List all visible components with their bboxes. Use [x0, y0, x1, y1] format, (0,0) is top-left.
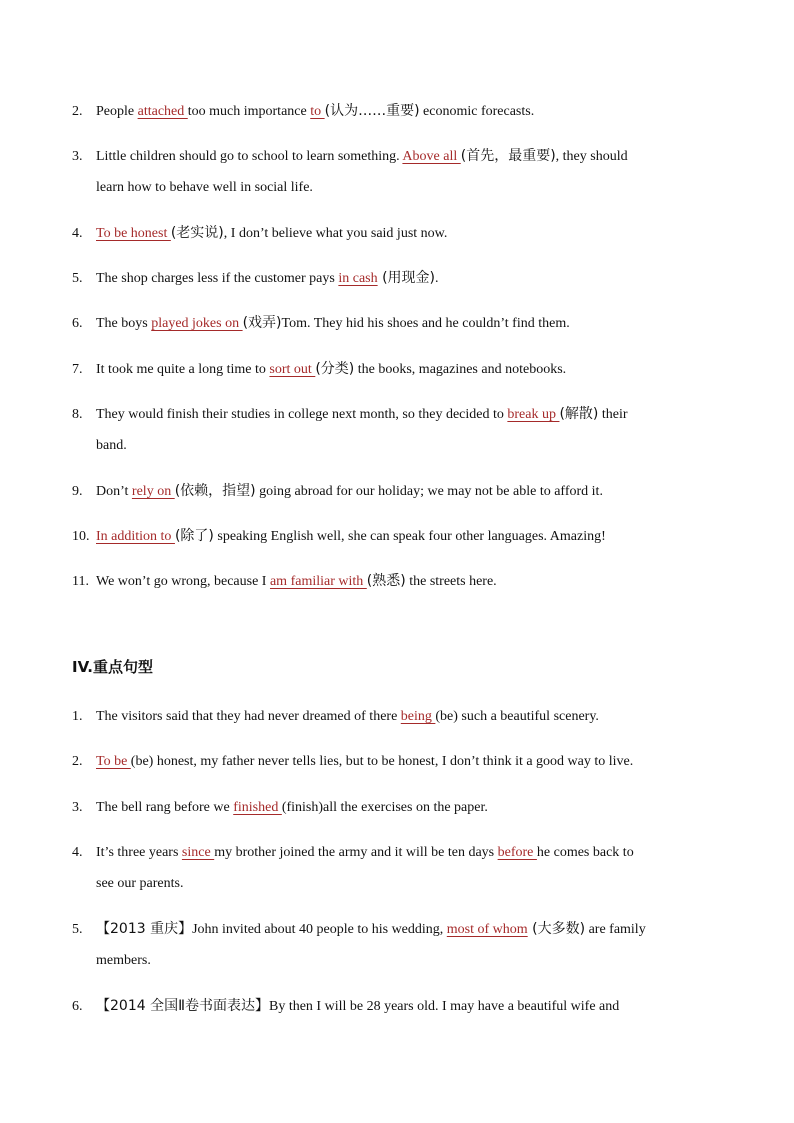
sentence-text: band. — [96, 438, 127, 453]
sentence-text: , they should — [555, 149, 628, 164]
chinese-gloss: 【2013 重庆】 — [96, 921, 193, 937]
sentence-text: John invited about 40 people to his wedding, — [192, 922, 447, 937]
item-number: 3. — [72, 800, 83, 815]
text-line — [96, 96, 722, 127]
sentence-text: learn how to behave well in social life. — [96, 180, 313, 195]
item-text — [96, 476, 722, 507]
sentence-text: he comes back to — [536, 845, 634, 860]
exercise-item — [72, 218, 722, 249]
text-line — [96, 746, 722, 777]
item-number: 6. — [72, 316, 83, 331]
text-line — [96, 945, 722, 976]
chinese-gloss: (分类) — [315, 361, 355, 377]
exercise-item — [72, 263, 722, 294]
sentence-text: We won’t go wrong, because I — [96, 574, 270, 589]
item-text — [96, 991, 722, 1022]
text-line — [96, 218, 722, 249]
item-text — [96, 218, 722, 249]
exercise-item — [72, 837, 722, 899]
chinese-gloss: (熟悉) — [366, 573, 406, 589]
text-line — [96, 308, 722, 339]
sentence-text: Tom. They hid his shoes and he couldn’t find them. — [281, 316, 570, 331]
answer-blank: sort out — [269, 362, 316, 377]
exercise-item — [72, 566, 722, 597]
item-text — [96, 521, 722, 552]
item-text — [96, 399, 722, 461]
answer-blank: in cash — [338, 271, 378, 286]
item-number: 11. — [72, 574, 89, 589]
sentence-text: see our parents. — [96, 876, 184, 891]
item-text — [96, 308, 722, 339]
answer-blank: Above all — [402, 149, 461, 164]
sentence-text: The boys — [96, 316, 152, 331]
answer-blank: played jokes on — [151, 316, 243, 331]
item-text — [96, 792, 722, 823]
chinese-gloss: (除了) — [174, 528, 214, 544]
text-line — [96, 263, 722, 294]
chinese-gloss: (用现金) — [377, 270, 435, 286]
answer-blank: finished — [233, 800, 282, 815]
item-number: 5. — [72, 271, 83, 286]
chinese-gloss: (认为……重要) — [324, 103, 420, 119]
text-line — [96, 914, 722, 945]
text-line — [96, 430, 722, 461]
answer-blank: break up — [507, 407, 560, 422]
section-heading: IV.重点句型 — [72, 658, 153, 676]
item-number: 5. — [72, 922, 83, 937]
answer-blank: rely on — [131, 484, 175, 499]
item-text — [96, 354, 722, 385]
item-number: 3. — [72, 149, 83, 164]
sentence-text: It’s three years — [96, 845, 182, 860]
item-text — [96, 96, 722, 127]
chinese-gloss: (戏弄) — [242, 315, 282, 331]
item-number: 4. — [72, 845, 83, 860]
sentence-text: Don’t — [96, 484, 132, 499]
item-text — [96, 141, 722, 203]
exercise-item — [72, 308, 722, 339]
text-line — [96, 141, 722, 172]
sentence-text: members. — [96, 953, 151, 968]
item-number: 2. — [72, 104, 83, 119]
text-line — [96, 566, 722, 597]
item-text — [96, 263, 722, 294]
answer-blank: most of whom — [446, 922, 528, 937]
text-line — [96, 521, 722, 552]
chinese-gloss: (依赖，指望) — [174, 483, 256, 499]
item-text — [96, 746, 722, 777]
item-number: 10. — [72, 529, 90, 544]
answer-blank: attached — [137, 104, 188, 119]
exercise-item — [72, 746, 722, 777]
chinese-gloss: (大多数) — [527, 921, 586, 937]
sentence-text: , I don’t believe what you said just now. — [223, 226, 448, 241]
text-line — [96, 701, 722, 732]
answer-blank: In addition to — [96, 529, 175, 544]
text-line — [96, 837, 722, 868]
text-line — [96, 172, 722, 203]
item-text — [96, 837, 722, 899]
item-number: 8. — [72, 407, 83, 422]
sentence-text: The shop charges less if the customer pays — [96, 271, 339, 286]
answer-blank: to — [310, 104, 325, 119]
sentence-text: People — [96, 104, 138, 119]
answer-blank: being — [400, 709, 436, 724]
item-number: 4. — [72, 226, 83, 241]
exercise-item — [72, 476, 722, 507]
text-line — [96, 399, 722, 430]
chinese-gloss: (老实说) — [170, 225, 224, 241]
sentence-text: economic forecasts. — [419, 104, 535, 119]
answer-blank: before — [497, 845, 537, 860]
answer-blank: To be honest — [96, 226, 171, 241]
text-line — [96, 476, 722, 507]
exercise-item — [72, 914, 722, 976]
exercise-item — [72, 96, 722, 127]
sentence-text: the books, magazines and notebooks. — [354, 362, 567, 377]
answer-blank: since — [181, 845, 215, 860]
exercise-item — [72, 141, 722, 203]
item-number: 7. — [72, 362, 83, 377]
item-text — [96, 566, 722, 597]
sentence-text: going abroad for our holiday; we may not be able to afford it. — [255, 484, 603, 499]
text-line — [96, 991, 722, 1022]
item-text — [96, 701, 722, 732]
exercise-item — [72, 701, 722, 732]
item-number: 9. — [72, 484, 83, 499]
sentence-text: The visitors said that they had never dreamed of there — [96, 709, 401, 724]
answer-blank: To be — [96, 754, 131, 769]
sentence-text: The bell rang before we — [96, 800, 234, 815]
chinese-gloss: (首先，最重要) — [460, 148, 556, 164]
text-line — [96, 792, 722, 823]
sentence-text: Little children should go to school to learn something. — [96, 149, 403, 164]
sentence-text: . — [435, 271, 439, 286]
item-number: 6. — [72, 999, 83, 1014]
sentence-text: (be) honest, my father never tells lies, but to be honest, I don’t think it a good way to live. — [130, 754, 634, 769]
sentence-text: (finish)all the exercises on the paper. — [281, 800, 488, 815]
item-number: 1. — [72, 709, 83, 724]
answer-blank: am familiar with — [269, 574, 367, 589]
exercise-item — [72, 354, 722, 385]
sentence-text: It took me quite a long time to — [96, 362, 270, 377]
chinese-gloss: (解散) — [559, 406, 599, 422]
text-line — [96, 868, 722, 899]
exercise-item — [72, 991, 722, 1022]
sentence-text: are family — [585, 922, 646, 937]
chinese-gloss: 【2014 全国Ⅱ卷书面表达】 — [96, 998, 269, 1014]
text-line — [96, 354, 722, 385]
exercise-item — [72, 792, 722, 823]
exercise-item — [72, 399, 722, 461]
sentence-text: (be) such a beautiful scenery. — [435, 709, 599, 724]
sentence-text: too much importance — [187, 104, 311, 119]
sentence-text: By then I will be 28 years old. I may have a beautiful wife and — [268, 999, 620, 1014]
sentence-text: They would finish their studies in college next month, so they decided to — [96, 407, 508, 422]
sentence-text: speaking English well, she can speak four other languages. Amazing! — [213, 529, 606, 544]
sentence-text: their — [598, 407, 628, 422]
item-text — [96, 914, 722, 976]
sentence-text: my brother joined the army and it will be ten days — [214, 845, 498, 860]
sentence-text: the streets here. — [405, 574, 497, 589]
exercise-item — [72, 521, 722, 552]
item-number: 2. — [72, 754, 83, 769]
